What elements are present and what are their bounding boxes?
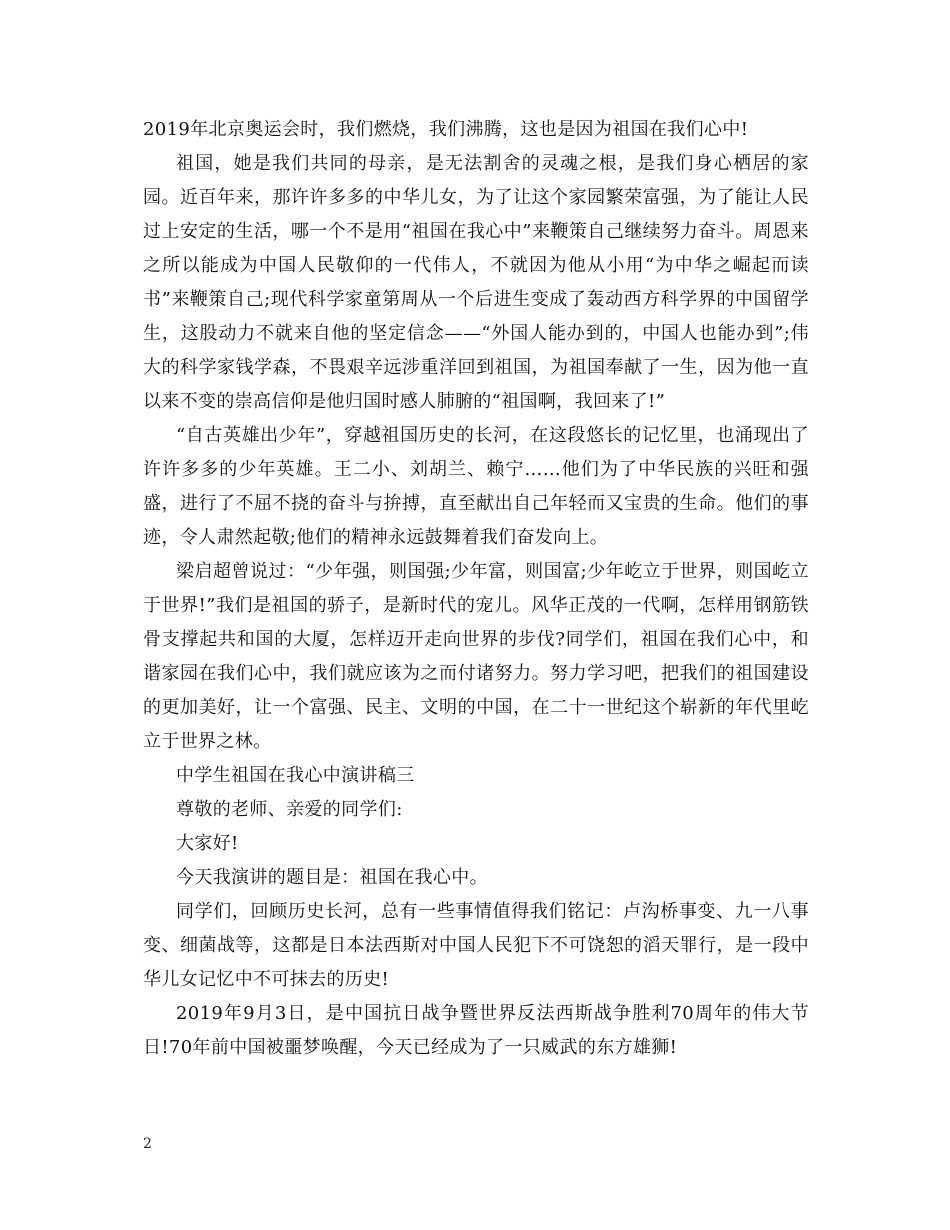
salutation: 尊敬的老师、亲爱的同学们: — [176, 799, 403, 820]
page-number: 2 — [143, 1136, 152, 1152]
speech-title: 中学生祖国在我心中演讲稿三 — [176, 765, 415, 786]
document-body — [143, 113, 809, 1065]
topic-intro: 今天我演讲的题目是：祖国在我心中。 — [176, 867, 488, 888]
paragraph-1: 2019年北京奥运会时，我们燃烧，我们沸腾，这也是因为祖国在我们心中! — [143, 119, 749, 140]
paragraph-anniversary: 2019年9月3日，是中国抗日战争暨世界反法西斯战争胜利70周年的伟大节日!70年前中国被噩梦唤醒，今天已经成为了一只威武的东方雄狮! — [143, 1003, 809, 1058]
greeting: 大家好! — [176, 833, 239, 854]
paragraph-4: 梁启超曾说过：“少年强，则国强;少年富，则国富;少年屹立于世界，则国屹立于世界!”我们是祖国的骄子，是新时代的宠儿。风华正茂的一代啊，怎样用钢筋铁骨支撑起共和国的大厦，怎样迈开走向世界的步伐?同学们，祖国在我们心中，和谐家园在我们心中，我们就应该为之而付诸努力。努力学习吧，把我们的祖国建设的更加美好，让一个富强、民主、文明的中国，在二十一世纪这个崭新的年代里屹立于世界之林。 — [143, 561, 809, 752]
paragraph-2: 祖国，她是我们共同的母亲，是无法割舍的灵魂之根，是我们身心栖居的家园。近百年来，那许许多多的中华儿女，为了让这个家园繁荣富强，为了能让人民过上安定的生活，哪一个不是用“祖国在我心中”来鞭策自己继续努力奋斗。周恩来之所以能成为中国人民敬仰的一代伟人，不就因为他从小用“为中华之崛起而读书”来鞭策自己;现代科学家童第周从一个后进生变成了轰动西方科学界的中国留学生，这股动力不就来自他的坚定信念——“外国人能办到的，中国人也能办到”;伟大的科学家钱学森，不畏艰辛远涉重洋回到祖国，为祖国奉献了一生，因为他一直以来不变的崇高信仰是他归国时感人肺腑的“祖国啊，我回来了!” — [143, 153, 809, 412]
paragraph-history: 同学们，回顾历史长河，总有一些事情值得我们铭记：卢沟桥事变、九一八事变、细菌战等，这都是日本法西斯对中国人民犯下不可饶恕的滔天罪行，是一段中华儿女记忆中不可抹去的历史! — [143, 901, 809, 990]
paragraph-3: “自古英雄出少年”，穿越祖国历史的长河，在这段悠长的记忆里，也涌现出了许许多多的少年英雄。王二小、刘胡兰、赖宁……他们为了中华民族的兴旺和强盛，进行了不屈不挠的奋斗与拚搏，直至献出自己年轻而又宝贵的生命。他们的事迹，令人肃然起敬;他们的精神永远鼓舞着我们奋发向上。 — [143, 425, 809, 548]
